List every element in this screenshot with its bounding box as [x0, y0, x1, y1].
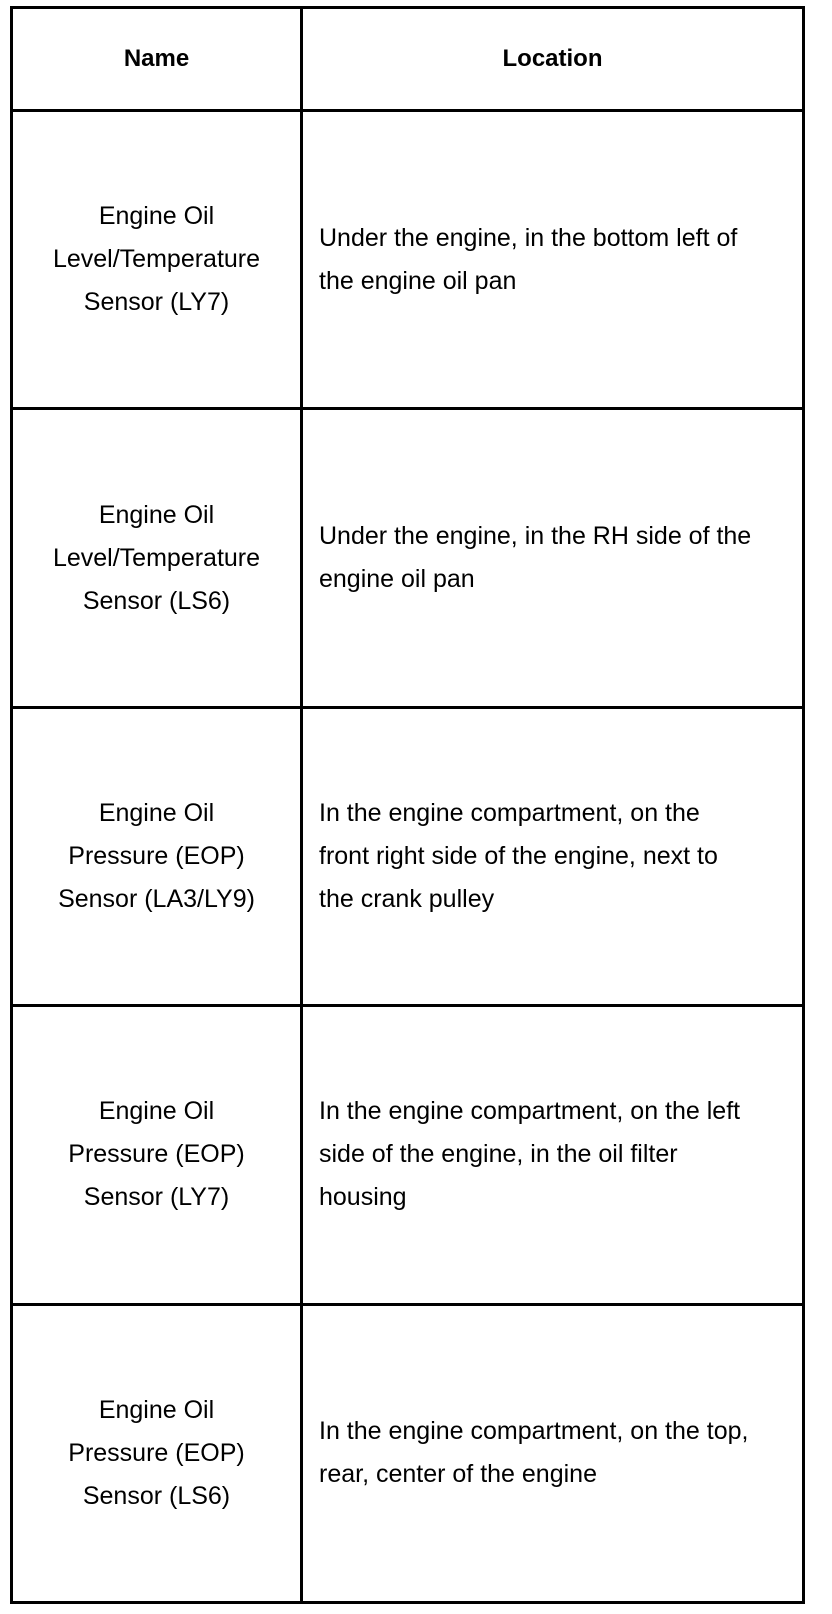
sensor-name: Engine Oil Pressure (EOP) Sensor (LY7) — [68, 1097, 245, 1212]
table-row — [12, 409, 804, 707]
header-location: Location — [302, 8, 804, 111]
sensor-name: Engine Oil Pressure (EOP) Sensor (LA3/LY9) — [58, 798, 255, 913]
location-cell: In the engine compartment, on the left side of the engine, in the oil filter housing — [302, 1006, 804, 1304]
name-cell — [12, 111, 302, 409]
table-row — [12, 1304, 804, 1602]
location-cell: In the engine compartment, on the top, rear, center of the engine — [302, 1304, 804, 1602]
location-cell: Under the engine, in the RH side of the engine oil pan — [302, 409, 804, 707]
table-row — [12, 1006, 804, 1304]
table-row — [12, 707, 804, 1005]
sensor-name: Engine Oil Pressure (EOP) Sensor (LS6) — [68, 1395, 245, 1510]
table-row — [12, 111, 804, 409]
name-cell — [12, 707, 302, 1005]
location-cell: Under the engine, in the bottom left of the engine oil pan — [302, 111, 804, 409]
header-name: Name — [12, 8, 302, 111]
name-cell — [12, 1304, 302, 1602]
sensor-name: Engine Oil Level/Temperature Sensor (LS6) — [52, 500, 261, 615]
name-cell — [12, 1006, 302, 1304]
sensor-location-table — [10, 6, 805, 1604]
name-cell — [12, 409, 302, 707]
location-cell: In the engine compartment, on the front right side of the engine, next to the crank pulley — [302, 707, 804, 1005]
sensor-name: Engine Oil Level/Temperature Sensor (LY7) — [52, 202, 261, 317]
table-header-row — [12, 8, 804, 111]
